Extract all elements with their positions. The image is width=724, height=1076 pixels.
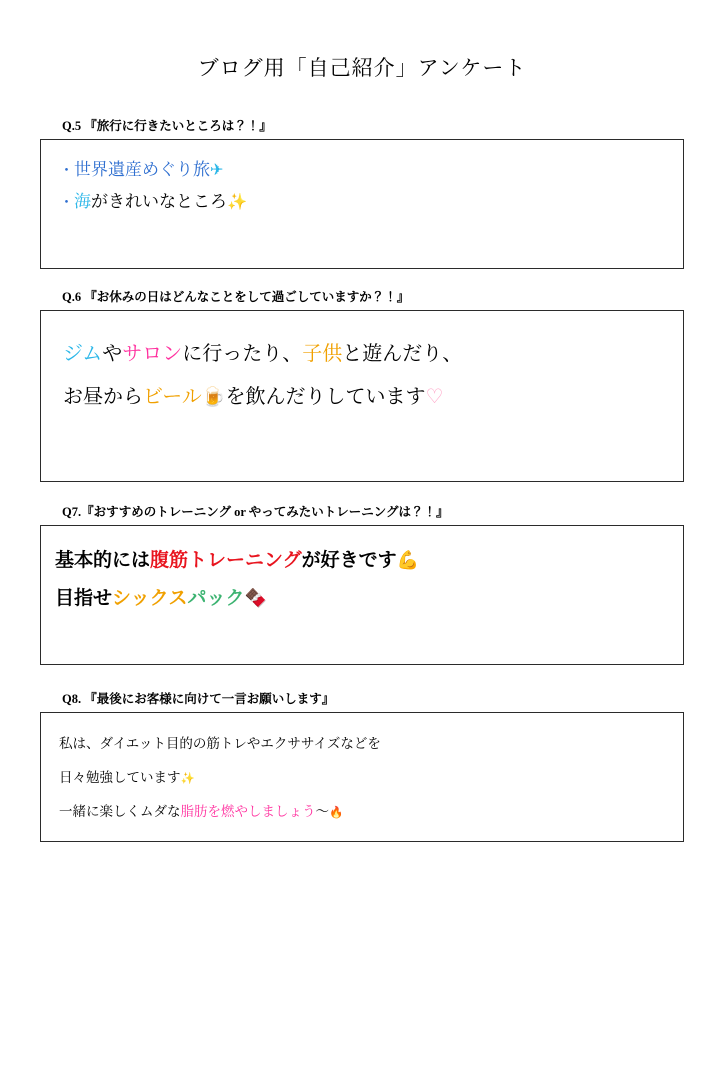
answer-line xyxy=(59,154,665,186)
answer-text: 目指せ xyxy=(55,588,113,609)
answer-text: ビール xyxy=(143,386,202,408)
answer-text: と遊んだり、 xyxy=(342,343,463,365)
answer-text: 基本的には xyxy=(55,550,151,571)
question-block-q8 xyxy=(40,689,684,842)
heart-icon: ♡ xyxy=(425,384,444,408)
answer-text: 海 xyxy=(74,192,92,212)
sparkles-icon: ✨ xyxy=(227,192,248,212)
answer-line xyxy=(59,795,665,829)
sparkles-icon: ✨ xyxy=(180,770,195,785)
answer-line xyxy=(55,580,669,618)
question-label-q5: Q.5 『旅行に行きたいところは？！』 xyxy=(62,119,272,133)
page-title: ブログ用「自己紹介」アンケート xyxy=(197,56,527,80)
answer-text: 〜 xyxy=(315,803,329,819)
flexed-biceps-icon: 💪 xyxy=(396,550,420,571)
answer-text: パック xyxy=(187,588,245,609)
answer-box-q7 xyxy=(40,525,684,665)
answer-text: 日々勉強しています xyxy=(59,769,181,785)
answer-text: シックス xyxy=(112,588,188,609)
answer-line xyxy=(59,761,665,795)
question-label-q6: Q.6 『お休みの日はどんなことをして過ごしていますか？！』 xyxy=(62,290,410,304)
fire-icon: 🔥 xyxy=(329,804,344,819)
bullet-icon: ・ xyxy=(59,195,75,212)
airplane-icon: ✈ xyxy=(210,160,224,179)
answer-text: 脂肪を燃やしましょう xyxy=(180,803,316,819)
answer-line xyxy=(63,375,661,418)
answer-text: を飲んだりしています xyxy=(225,386,426,408)
question-label-q7: Q7.『おすすめのトレーニング or やってみたいトレーニングは？！』 xyxy=(62,505,449,519)
question-label-q8: Q8. 『最後にお客様に向けて一言お願いします』 xyxy=(62,692,335,706)
document-page xyxy=(0,52,724,1076)
beer-icon: 🍺 xyxy=(201,386,226,408)
question-block-q7 xyxy=(40,502,684,665)
answer-box-q8 xyxy=(40,712,684,842)
answer-text: ジム xyxy=(63,343,103,365)
chocolate-bar-icon: 🍫 xyxy=(244,588,267,609)
answer-text: 子供 xyxy=(302,343,343,365)
answer-text: 私は、ダイエット目的の筋トレやエクササイズなどを xyxy=(59,736,381,751)
answer-text: や xyxy=(102,343,123,365)
answer-text: 腹筋トレーニング xyxy=(150,550,302,571)
answer-text: お昼から xyxy=(63,386,143,408)
answer-text: サロン xyxy=(122,343,183,365)
question-block-q6 xyxy=(40,287,684,482)
answer-box-q6 xyxy=(40,310,684,482)
bullet-icon: ・ xyxy=(59,163,75,179)
answer-line xyxy=(55,542,669,580)
answer-text: に行ったり、 xyxy=(182,343,303,365)
answer-line xyxy=(59,186,665,218)
answer-text: がきれいなところ xyxy=(91,192,228,212)
answer-text: が好きです xyxy=(301,550,397,571)
answer-box-q5 xyxy=(40,139,684,269)
answer-line xyxy=(63,333,661,375)
answer-text: 世界遺産めぐり旅 xyxy=(74,160,211,179)
answer-text: 一緒に楽しくムダな xyxy=(59,803,181,819)
answer-line xyxy=(59,727,665,761)
question-block-q5 xyxy=(40,116,684,269)
